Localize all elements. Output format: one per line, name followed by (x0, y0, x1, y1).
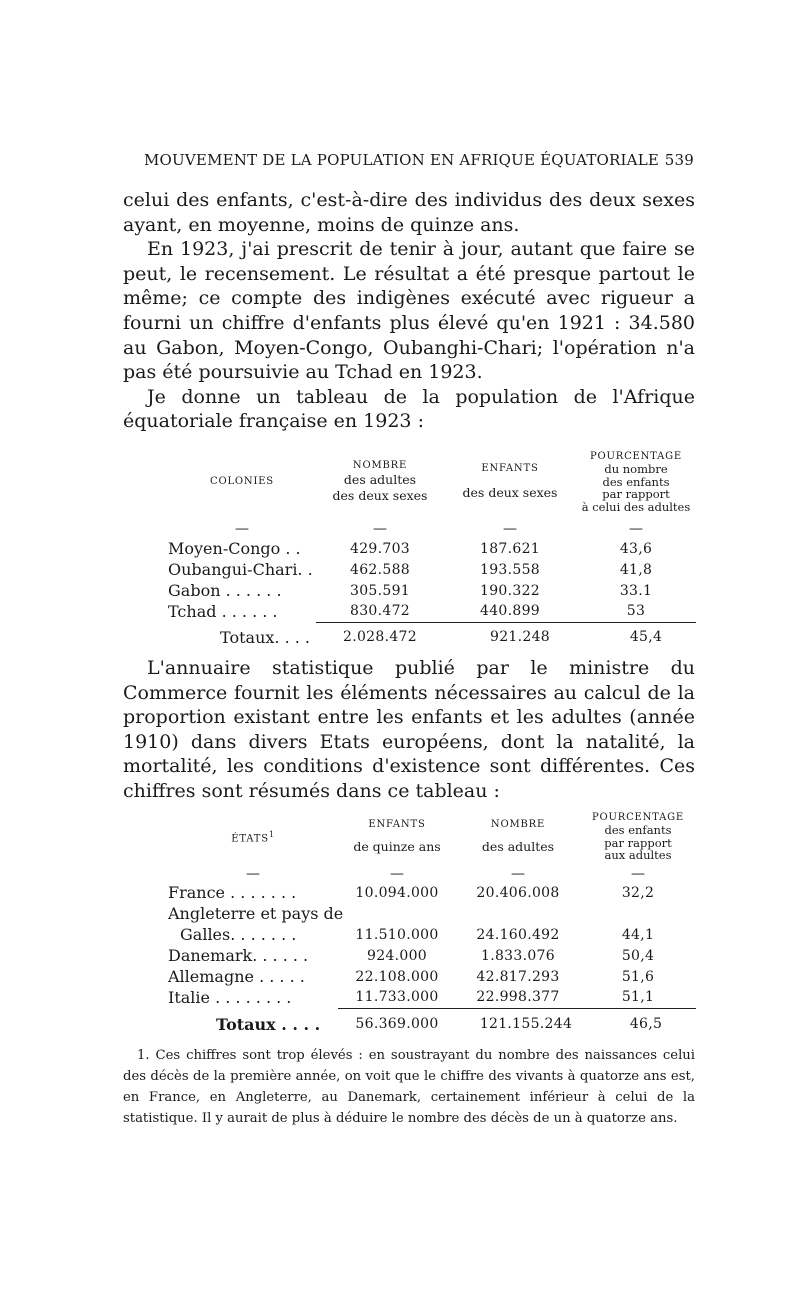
cell-adultes: 20.406.008 (476, 884, 560, 901)
table2-header-row (168, 808, 696, 866)
table2-total-row (168, 1008, 696, 1040)
table1-header-row (168, 444, 696, 520)
table1-dash: — (503, 521, 517, 537)
running-head (144, 151, 694, 169)
table1-col-enfants-sub: des deux sexes (462, 485, 558, 500)
table1-col-pct-top: POURCENTAGE (589, 451, 683, 462)
row-label: Oubangui-Chari. . (168, 560, 313, 579)
cell-pct: 43,6 (619, 540, 653, 557)
row-label: Moyen-Congo . . (168, 539, 301, 558)
cell-enfants: 193.558 (480, 561, 540, 578)
cell-enfants: 11.510.000 (355, 926, 439, 943)
total-enfants: 56.369.000 (338, 1008, 456, 1040)
table1-col-adultes-top: NOMBRE (352, 460, 408, 471)
total-adultes: 121.155.244 (456, 1008, 580, 1040)
table2-col-adultes (456, 808, 580, 866)
table-row (168, 987, 696, 1008)
table1-col-pourcentage (576, 444, 696, 520)
table1-col-pct-sub3: par rapport (602, 487, 670, 501)
population-table-1923 (168, 444, 696, 652)
cell-pct (580, 903, 696, 924)
cell-adultes: 42.817.293 (476, 968, 560, 985)
table2-dash: — (511, 866, 525, 882)
table2-col-enfants (338, 808, 456, 866)
table1-col-adultes-sub2: des deux sexes (332, 488, 428, 503)
table-row (168, 882, 696, 903)
cell-enfants: 190.322 (480, 582, 540, 599)
table1-col-adultes (316, 444, 444, 520)
running-head-title: MOUVEMENT DE LA POPULATION EN AFRIQUE ÉQUATORIALE (144, 151, 660, 169)
table1-col-colonies: COLONIES (210, 476, 274, 487)
cell-adultes: 24.160.492 (476, 926, 560, 943)
cell-enfants: 924.000 (367, 947, 427, 964)
cell-pct: 32,2 (621, 884, 655, 901)
table1-col-pct-sub1: du nombre (604, 462, 668, 476)
table-row (168, 538, 696, 559)
table2-col-pct-sub1: des enfants (604, 823, 672, 838)
row-label: Allemagne . . . . . (168, 967, 305, 986)
row-label: Gabon . . . . . . (168, 581, 282, 600)
table1-dash: — (235, 521, 249, 537)
table-row (168, 924, 696, 945)
cell-enfants: 10.094.000 (355, 884, 439, 901)
total-pct: 45,4 (576, 622, 696, 652)
cell-pct: 51,6 (621, 968, 655, 985)
cell-pct: 41,8 (619, 561, 653, 578)
table2-dash-row (168, 866, 696, 882)
row-label: Galles. . . . . . . (180, 925, 297, 944)
table-row (168, 945, 696, 966)
cell-pct: 51,1 (621, 989, 655, 1006)
paragraph-3: Je donne un tableau de la population de l'Afrique équatoriale française en 1923 : (123, 385, 695, 433)
footnote (123, 1045, 695, 1129)
table2-col-adultes-sub: des adultes (481, 839, 555, 854)
cell-pct: 33.1 (619, 582, 653, 599)
footnote-marker: 1 (268, 829, 275, 839)
paragraph-2: En 1923, j'ai prescrit de tenir à jour, autant que faire se peut, le recensement. Le résultat a été presque partout le même; ce compte des indigènes exécuté avec rigueur a fourni un chiffre d'enfants plus élevé qu'en 1921 : 34.580 au Gabon, Moyen-Congo, Oubanghi-Chari; l'opération n'a pas été poursuivie au Tchad en 1923. (123, 238, 695, 384)
cell-adultes: 1.833.076 (481, 947, 555, 964)
table1-dash-row (168, 520, 696, 538)
table2-dash: — (631, 866, 645, 882)
table2-col-adultes-top: NOMBRE (490, 819, 546, 830)
cell-adultes: 462.588 (350, 561, 410, 578)
cell-adultes: 429.703 (350, 540, 410, 557)
cell-adultes: 22.998.377 (476, 989, 560, 1006)
table2-col-etats (168, 808, 338, 866)
page-number: 539 (664, 151, 694, 169)
table1-col-pct-sub4: à celui des adultes (581, 499, 691, 514)
table1-col-adultes-sub1: des adultes (343, 472, 417, 487)
cell-adultes: 830.472 (350, 603, 410, 620)
cell-adultes: 305.591 (350, 582, 410, 599)
row-label: Tchad . . . . . . (168, 602, 278, 621)
paragraph-4: L'annuaire statistique publié par le ministre du Commerce fournit les éléments nécessaires au calcul de la proportion existant entre les enfants et les adultes (année 1910) dans divers Etats européens, dont la natalité, la mortalité, les conditions d'existence sont différentes. Ces chiffres sont résumés dans ce tableau : (123, 657, 695, 802)
cell-pct: 53 (626, 603, 646, 620)
table1-dash: — (629, 521, 643, 537)
table2-col-enfants-sub: de quinze ans (353, 839, 441, 854)
paragraph-1: celui des enfants, c'est-à-dire des individus des deux sexes ayant, en moyenne, moins de quinze ans. (123, 189, 695, 236)
table-row (168, 966, 696, 987)
paragraph-block-2 (123, 656, 695, 804)
total-label: Totaux . . . . (216, 1014, 321, 1034)
table2-dash: — (390, 866, 404, 882)
table-row (168, 903, 696, 924)
cell-enfants: 11.733.000 (355, 989, 439, 1006)
paragraph-block-1 (123, 188, 695, 434)
total-pct: 46,5 (580, 1008, 696, 1040)
table-row (168, 559, 696, 580)
europe-children-table-1910 (168, 808, 696, 1040)
row-label: Angleterre et pays de (168, 904, 344, 923)
table2-col-pct-sub3: aux adultes (604, 848, 672, 863)
total-adultes: 2.028.472 (316, 622, 444, 652)
table2-col-pct-top: POURCENTAGE (591, 812, 685, 824)
table2-dash: — (246, 866, 260, 882)
footnote-text: 1. Ces chiffres sont trop élevés : en soustrayant du nombre des naissances celui des décès de la première année, on voit que le chiffre des vivants à quatorze ans est, en France, en Angleterre, au Danemark, certainement inférieur à celui de la statistique. Il y aurait de plus à déduire le nombre des décès de un à quatorze ans. (123, 1048, 695, 1126)
table-row (168, 601, 696, 622)
table2-col-pourcentage (580, 808, 696, 866)
row-label: Italie . . . . . . . . (168, 988, 292, 1007)
total-label: Totaux. . . . (220, 627, 310, 647)
cell-pct: 50,4 (621, 947, 655, 964)
cell-enfants: 440.899 (480, 603, 540, 620)
total-enfants: 921.248 (444, 622, 576, 652)
row-label: Danemark. . . . . . (168, 946, 309, 965)
cell-enfants: 187.621 (480, 540, 540, 557)
cell-enfants: 22.108.000 (355, 968, 439, 985)
cell-pct: 44,1 (621, 926, 655, 943)
table2-col-enfants-top: ENFANTS (368, 819, 426, 830)
table1-col-enfants-top: ENFANTS (481, 463, 539, 474)
table-row (168, 580, 696, 601)
table1-dash: — (373, 521, 387, 537)
row-label: France . . . . . . . (168, 883, 297, 902)
table1-col-pct-sub2: des enfants (602, 474, 670, 489)
table1-col-enfants (444, 444, 576, 520)
cell-adultes (456, 903, 580, 924)
table1-total-row (168, 622, 696, 652)
table2-col-pct-sub2: par rapport (604, 835, 672, 850)
table2-col-etats-label: ÉTATS (231, 833, 269, 845)
